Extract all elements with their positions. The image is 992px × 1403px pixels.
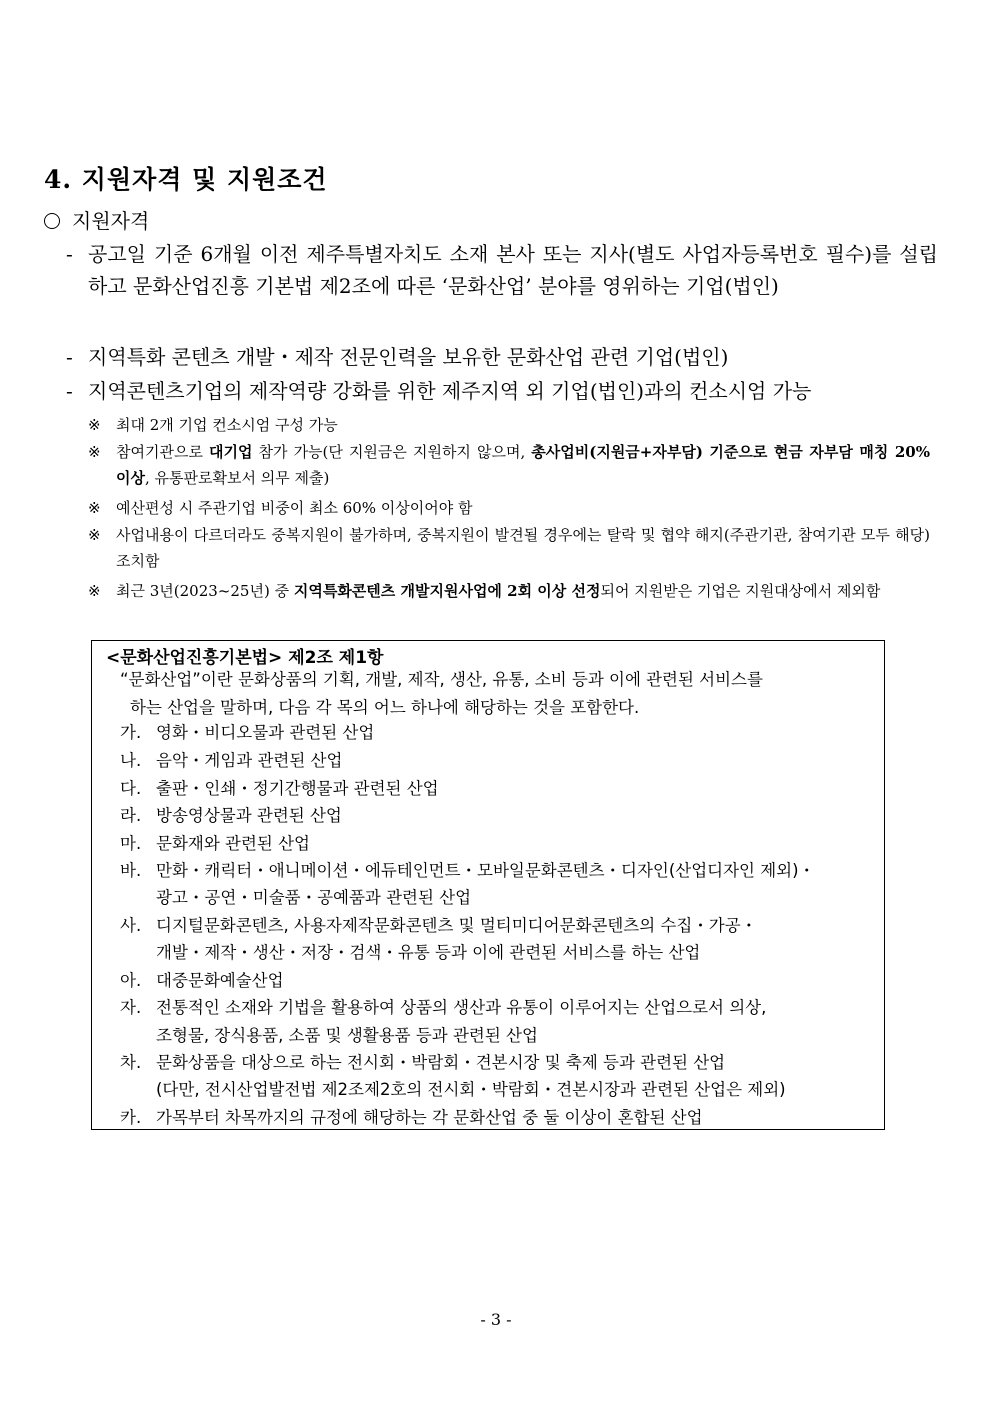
- reference-mark-icon: ※: [88, 416, 101, 434]
- law-list-item: 다. 출판・인쇄・정기간행물과 관련된 산업: [120, 779, 439, 798]
- note-item: [88, 578, 930, 604]
- note-text: 최대 2개 기업 컨소시엄 구성 가능: [116, 416, 338, 434]
- note-emphasis: 대기업: [209, 443, 253, 461]
- page-number: - 3 -: [480, 1310, 512, 1329]
- note-text: 사업내용이 다르더라도 중복지원이 불가하며, 중복지원이 발견될 경우에는 탈락 및 협약 해지(주관기관, 참여기관 모두 해당) 조치함: [116, 526, 930, 570]
- eligibility-item: [66, 341, 938, 373]
- note-item: [88, 495, 930, 521]
- eligibility-item-text: 공고일 기준 6개월 이전 제주특별자치도 소재 본사 또는 지사(별도 사업자등록번호 필수)를 설립하고 문화산업진흥 기본법 제2조에 따른 ‘문화산업’ 분야를 영위하는 기업(법인): [88, 242, 938, 298]
- law-list-item: 마. 문화재와 관련된 산업: [120, 834, 310, 853]
- dash-bullet: -: [66, 379, 73, 403]
- eligibility-item: [66, 375, 938, 407]
- note-emphasis: 지역특화콘텐츠 개발지원사업에 2회 이상 선정: [293, 582, 601, 600]
- law-list-item-continuation: 광고・공연・미술품・공예품과 관련된 산업: [156, 888, 472, 907]
- law-excerpt-box: [91, 640, 885, 1130]
- note-text: 참여기관으로 대기업 참가 가능(단 지원금은 지원하지 않으며, 총사업비(지원금+자부담) 기준으로 현금 자부담 매칭 20% 이상, 유통판로확보서 의무 제출): [116, 443, 930, 487]
- law-intro: [120, 666, 866, 722]
- note-item: [88, 522, 930, 574]
- note-item: [88, 439, 930, 491]
- law-intro-line: “문화산업”이란 문화상품의 기획, 개발, 제작, 생산, 유통, 소비 등과 이에 관련된 서비스를: [120, 670, 763, 689]
- law-box-title: <문화산업진흥기본법> 제2조 제1항: [106, 648, 384, 668]
- law-list-item: 라. 방송영상물과 관련된 산업: [120, 806, 342, 825]
- reference-mark-icon: ※: [88, 526, 101, 544]
- law-list-item-continuation: 개발・제작・생산・저장・검색・유통 등과 이에 관련된 서비스를 하는 산업: [156, 943, 701, 962]
- law-list-item: 가. 영화・비디오물과 관련된 산업: [120, 723, 375, 742]
- eligibility-item-text: 지역콘텐츠기업의 제작역량 강화를 위한 제주지역 외 기업(법인)과의 컨소시엄 가능: [88, 379, 812, 403]
- note-item: [88, 412, 930, 438]
- dash-bullet: -: [66, 242, 73, 266]
- section-heading: 4. 지원자격 및 지원조건: [44, 165, 328, 194]
- reference-mark-icon: ※: [88, 443, 101, 461]
- reference-mark-icon: ※: [88, 499, 101, 517]
- law-list-item-continuation: (다만, 전시산업발전법 제2조제2호의 전시회・박람회・견본시장과 관련된 산업은 제외): [156, 1080, 786, 1099]
- dash-bullet: -: [66, 345, 73, 369]
- law-list-item: 카. 가목부터 차목까지의 규정에 해당하는 각 문화산업 중 둘 이상이 혼합된 산업: [120, 1108, 703, 1127]
- law-list-item: 바. 만화・캐릭터・애니메이션・에듀테인먼트・모바일문화콘텐츠・디자인(산업디자인 제외)・: [120, 861, 816, 880]
- note-text: 예산편성 시 주관기업 비중이 최소 60% 이상이어야 함: [116, 499, 473, 517]
- eligibility-title-text: 지원자격: [72, 209, 150, 233]
- law-list-item: 자. 전통적인 소재와 기법을 활용하여 상품의 생산과 유통이 이루어지는 산업으로서 의상,: [120, 998, 767, 1017]
- law-list-item: 차. 문화상품을 대상으로 하는 전시회・박람회・견본시장 및 축제 등과 관련된 산업: [120, 1053, 726, 1072]
- eligibility-item: [66, 238, 938, 302]
- law-intro-line: 하는 산업을 말하며, 다음 각 목의 어느 하나에 해당하는 것을 포함한다.: [130, 698, 640, 717]
- reference-mark-icon: ※: [88, 582, 101, 600]
- note-emphasis: 총사업비(지원금+자부담) 기준으로 현금 자부담 매칭 20% 이상: [116, 443, 930, 487]
- note-text: 최근 3년(2023~25년) 중 지역특화콘텐츠 개발지원사업에 2회 이상 선정되어 지원받은 기업은 지원대상에서 제외함: [116, 582, 881, 600]
- law-list-item: 아. 대중문화예술산업: [120, 971, 284, 990]
- eligibility-item-text: 지역특화 콘텐츠 개발・제작 전문인력을 보유한 문화산업 관련 기업(법인): [88, 345, 729, 369]
- law-list-item: 나. 음악・게임과 관련된 산업: [120, 751, 343, 770]
- law-list-item-continuation: 조형물, 장식용품, 소품 및 생활용품 등과 관련된 산업: [156, 1026, 538, 1045]
- circle-bullet-icon: [44, 213, 60, 229]
- law-list-item: 사. 디지털문화콘텐츠, 사용자제작문화콘텐츠 및 멀티미디어문화콘텐츠의 수집・가공・: [120, 916, 758, 935]
- eligibility-title: [44, 205, 149, 234]
